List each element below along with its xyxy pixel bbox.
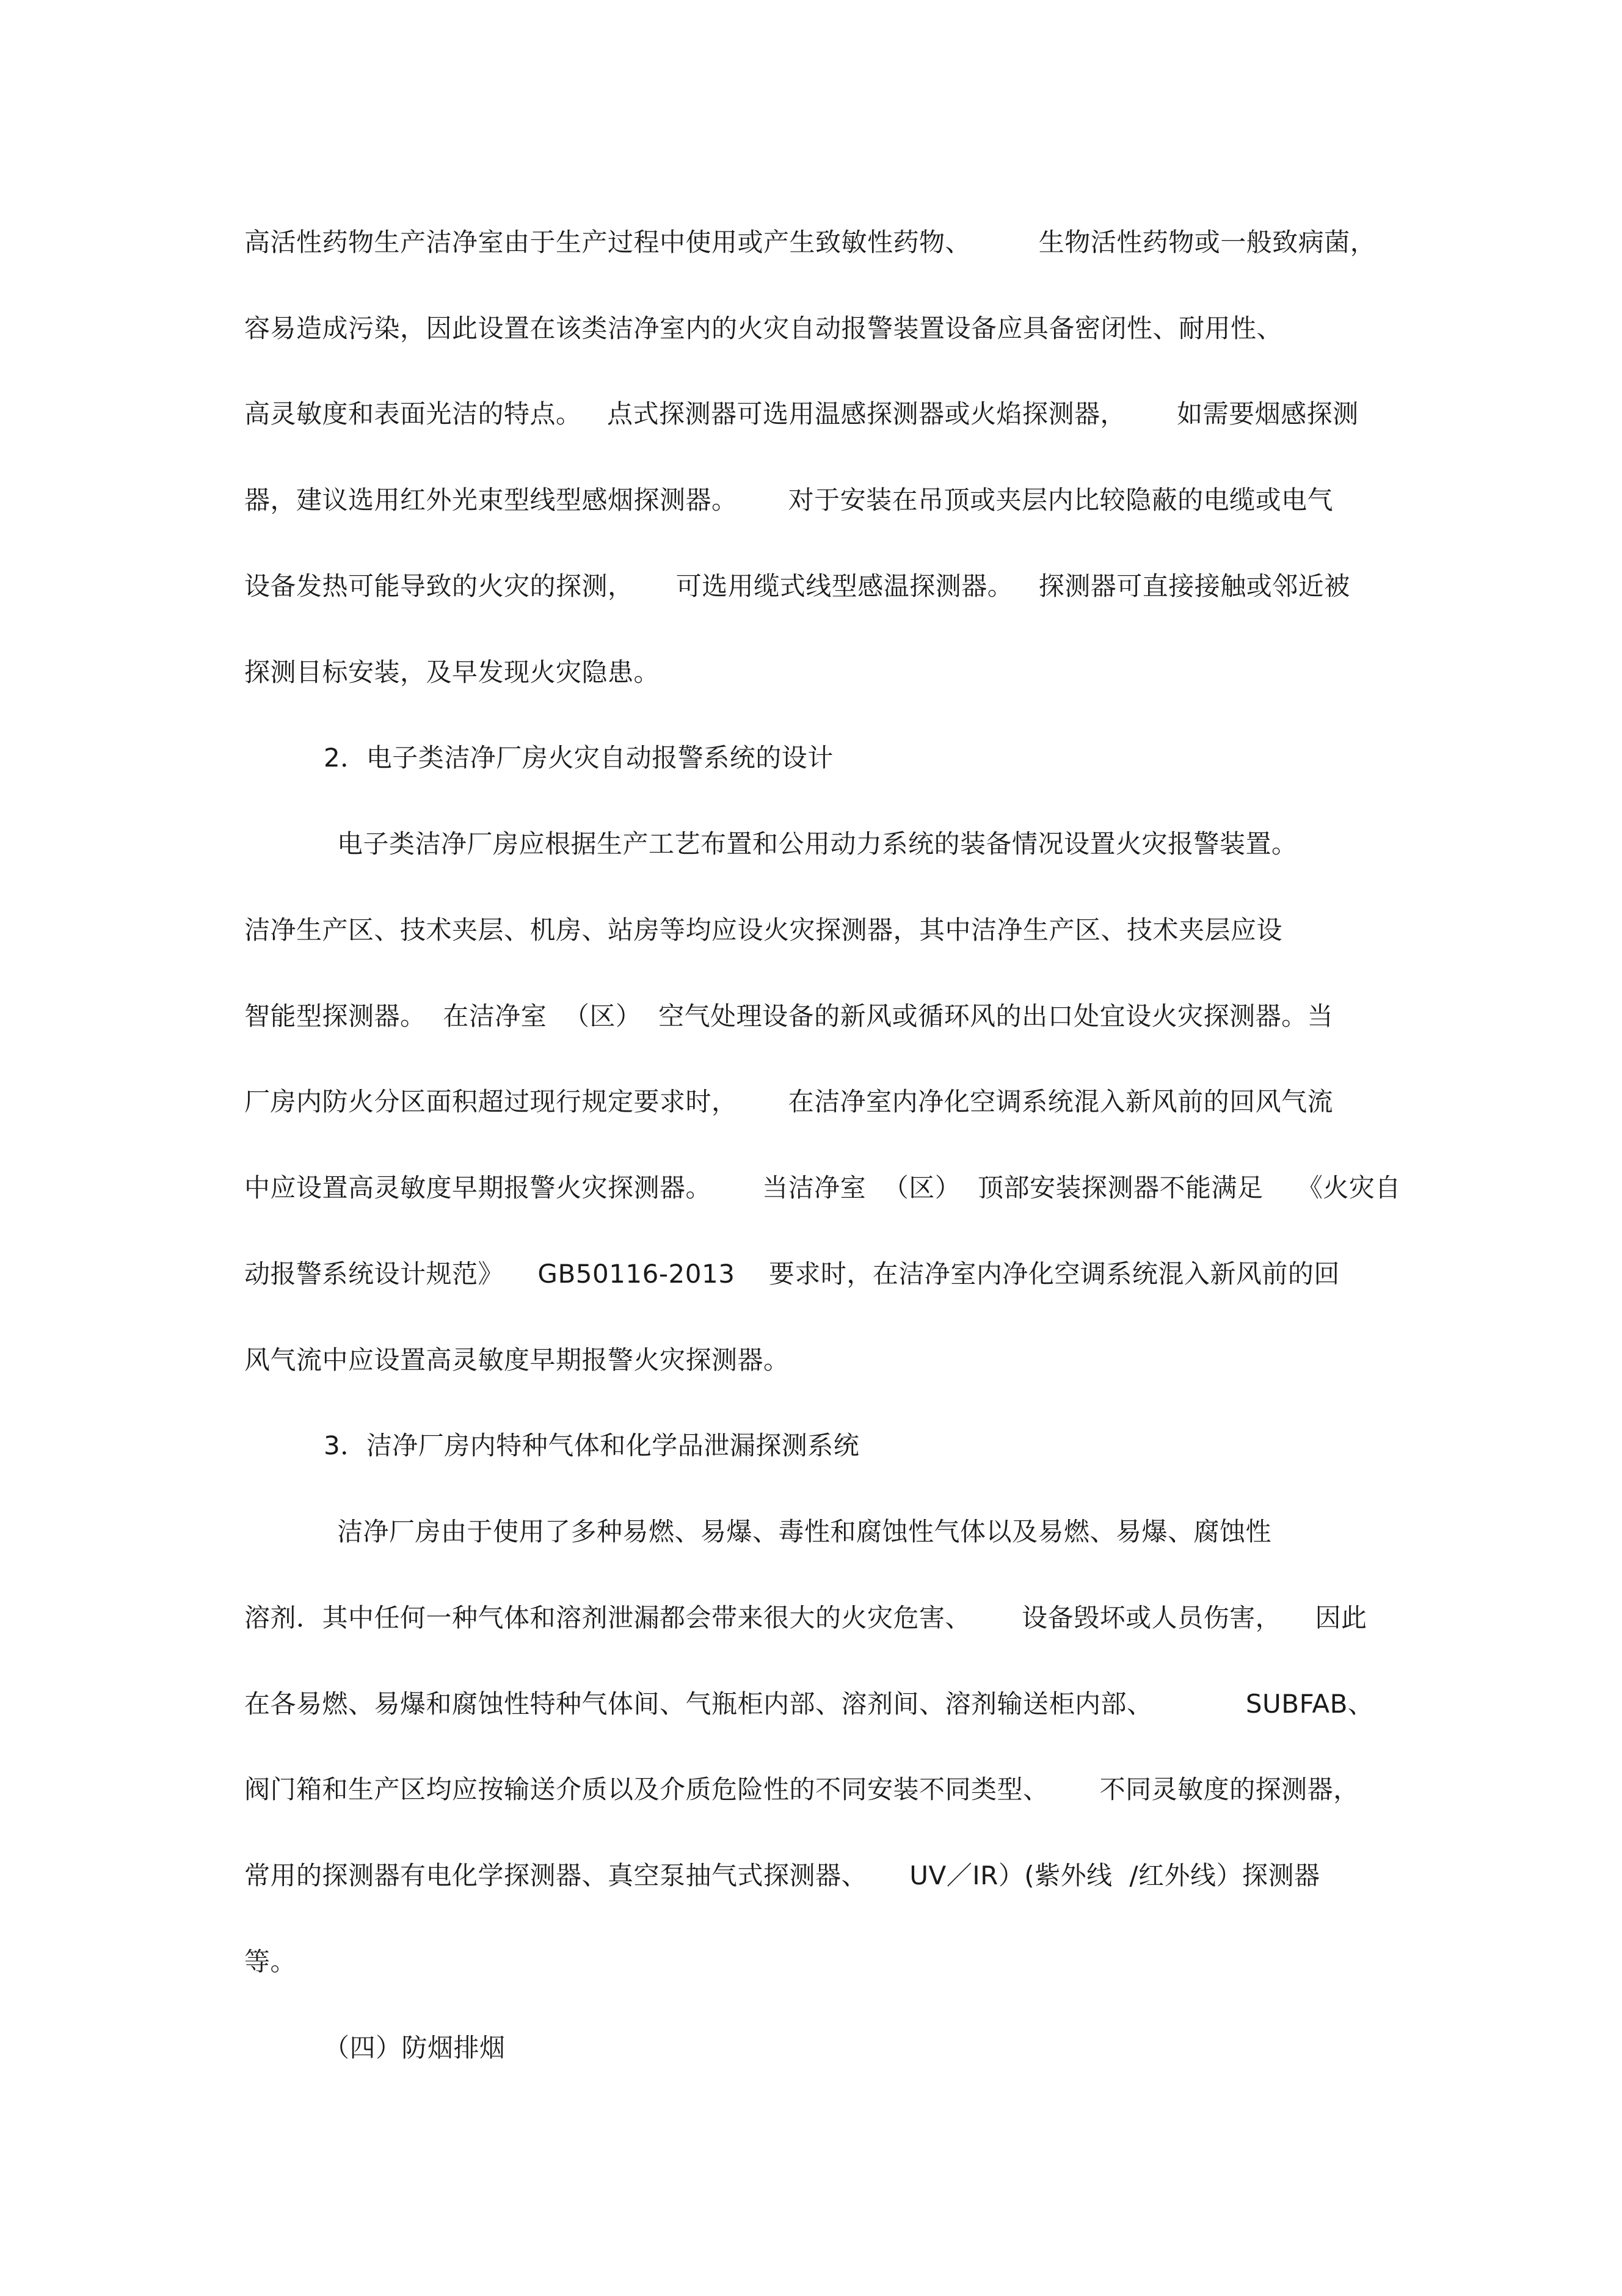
paragraph-start: 洁净厂房由于使用了多种易燃、易爆、毒性和腐蚀性气体以及易燃、易爆、腐蚀性 (337, 1517, 1272, 1547)
text-line: 设备发热可能导致的火灾的探测， 可选用缆式线型感温探测器。 探测器可直接接触或邻近被 (244, 571, 1350, 601)
text-line: 风气流中应设置高灵敏度早期报警火灾探测器。 (244, 1345, 790, 1375)
text-line: 动报警系统设计规范》 GB50116-2013 要求时，在洁净室内净化空调系统混入新风前的回 (244, 1259, 1340, 1289)
text-line: 器，建议选用红外光束型线型感烟探测器。 对于安装在吊顶或夹层内比较隐蔽的电缆或电气 (244, 485, 1334, 515)
text-line: 等。 (244, 1947, 297, 1977)
text-line: 容易造成污染，因此设置在该类洁净室内的火灾自动报警装置设备应具备密闭性、耐用性、 (244, 313, 1283, 343)
text-line: 厂房内防火分区面积超过现行规定要求时， 在洁净室内净化空调系统混入新风前的回风气流 (244, 1087, 1334, 1117)
section-heading: 3．洁净厂房内特种气体和化学品泄漏探测系统 (324, 1430, 860, 1460)
text-line: 阀门箱和生产区均应按输送介质以及介质危险性的不同安装不同类型、 不同灵敏度的探测器， (244, 1774, 1359, 1804)
text-line: 在各易燃、易爆和腐蚀性特种气体间、气瓶柜内部、溶剂间、溶剂输送柜内部、 SUBFAB、 (244, 1689, 1374, 1719)
paragraph-start: 电子类洁净厂房应根据生产工艺布置和公用动力系统的装备情况设置火灾报警装置。 (337, 829, 1298, 859)
text-line: 溶剂．其中任何一种气体和溶剂泄漏都会带来很大的火灾危害、 设备毁坏或人员伤害， 因此 (244, 1603, 1367, 1633)
text-line: 洁净生产区、技术夹层、机房、站房等均应设火灾探测器，其中洁净生产区、技术夹层应设 (244, 915, 1283, 945)
text-line: 智能型探测器。 在洁净室 （区） 空气处理设备的新风或循环风的出口处宜设火灾探测器。当 (244, 1001, 1334, 1031)
text-line: 常用的探测器有电化学探测器、真空泵抽气式探测器、 UV／IR）(紫外线 /红外线）探测器 (244, 1860, 1320, 1890)
text-line: 高活性药物生产洁净室由于生产过程中使用或产生致敏性药物、 生物活性药物或一般致病菌， (244, 227, 1377, 257)
text-line: 高灵敏度和表面光洁的特点。 点式探测器可选用温感探测器或火焰探测器， 如需要烟感探测 (244, 399, 1359, 429)
text-line: 探测目标安装，及早发现火灾隐患。 (244, 657, 660, 687)
section-heading: 2．电子类洁净厂房火灾自动报警系统的设计 (324, 743, 834, 773)
section-heading: （四）防烟排烟 (324, 2033, 506, 2063)
text-line: 中应设置高灵敏度早期报警火灾探测器。 当洁净室 （区） 顶部安装探测器不能满足 《火灾自 (244, 1173, 1401, 1203)
